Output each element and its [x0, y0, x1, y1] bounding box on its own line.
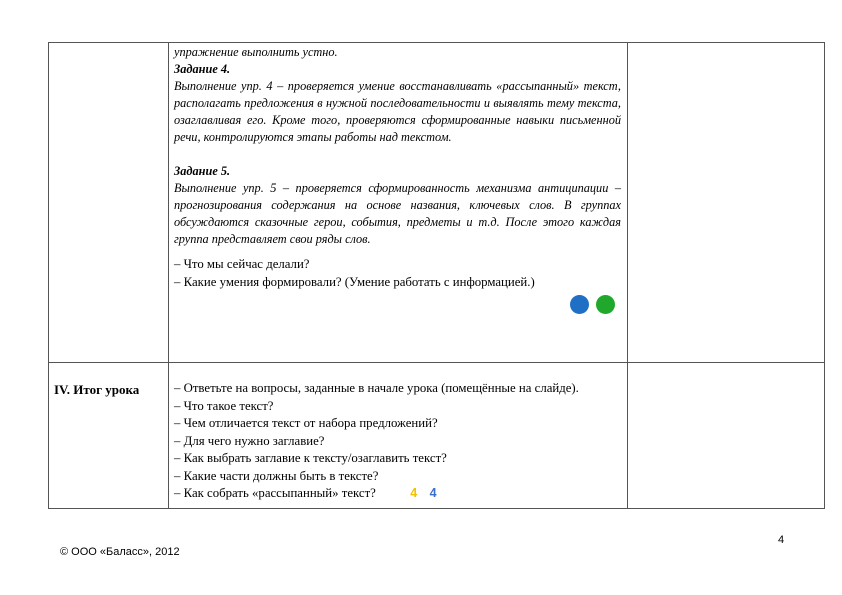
lesson-table [48, 42, 825, 509]
task4-text: Выполнение упр. 4 – проверяется умение восстанавливать «рассыпанный» текст, располагать предложения в нужной последовательности и выявлять тему текста, озаглавливая его. Кроме того, проверяются сформированные навыки письменной речи, контролируются этапы работы над текстом. [174, 79, 621, 144]
summary-line: – Чем отличается текст от набора предложений? [174, 416, 438, 430]
question-line: – Какие умения формировали? (Умение работать с информацией.) [174, 274, 535, 289]
column-divider-2 [627, 42, 628, 509]
row2-content-cell [174, 380, 621, 503]
summary-line: – Что такое текст? [174, 398, 274, 413]
tail-line: упражнение выполнить устно. [174, 45, 338, 59]
page-number: 4 [778, 534, 785, 546]
table-border-top [48, 42, 825, 43]
summary-line-text: – Как собрать «рассыпанный» текст? [174, 486, 376, 500]
table-border-bottom [48, 508, 825, 509]
blue-circle-icon [570, 295, 589, 314]
yellow-marker-digit: 4 [410, 486, 418, 500]
task4-heading: Задание 4. [174, 62, 231, 76]
summary-line: – Какие части должны быть в тексте? [174, 468, 379, 483]
spacer [174, 248, 621, 256]
summary-line: – Для чего нужно заглавие? [174, 433, 325, 448]
row2-stage-cell [54, 382, 166, 398]
summary-line: – Как выбрать заглавие к тексту/озаглавить текст? [174, 451, 447, 465]
table-border-right [824, 42, 825, 509]
question-line: – Что мы сейчас делали? [174, 257, 310, 271]
task5-text: Выполнение упр. 5 – проверяется сформированность механизма антиципации – прогнозирования содержания на основе названия, ключевых слов. В группах обсуждаются сказочные герои, события, предметы и т.д. После этого каждая группа представляет свои ряды слов. [174, 181, 621, 246]
spacer [174, 146, 621, 163]
blue-marker-digit: 4 [429, 486, 437, 500]
marker-row [174, 291, 621, 315]
row-divider [48, 362, 825, 363]
summary-line: – Ответьте на вопросы, заданные в начале урока (помещённые на слайде). [174, 381, 579, 395]
stage-title: IV. Итог урока [54, 382, 140, 397]
green-circle-icon [596, 295, 615, 314]
table-border-left [48, 42, 49, 509]
summary-line-last [174, 485, 621, 503]
task5-heading: Задание 5. [174, 164, 231, 178]
copyright-footer: © ООО «Баласс», 2012 [60, 546, 180, 558]
column-divider-1 [168, 42, 169, 509]
row1-content-cell [174, 44, 621, 315]
